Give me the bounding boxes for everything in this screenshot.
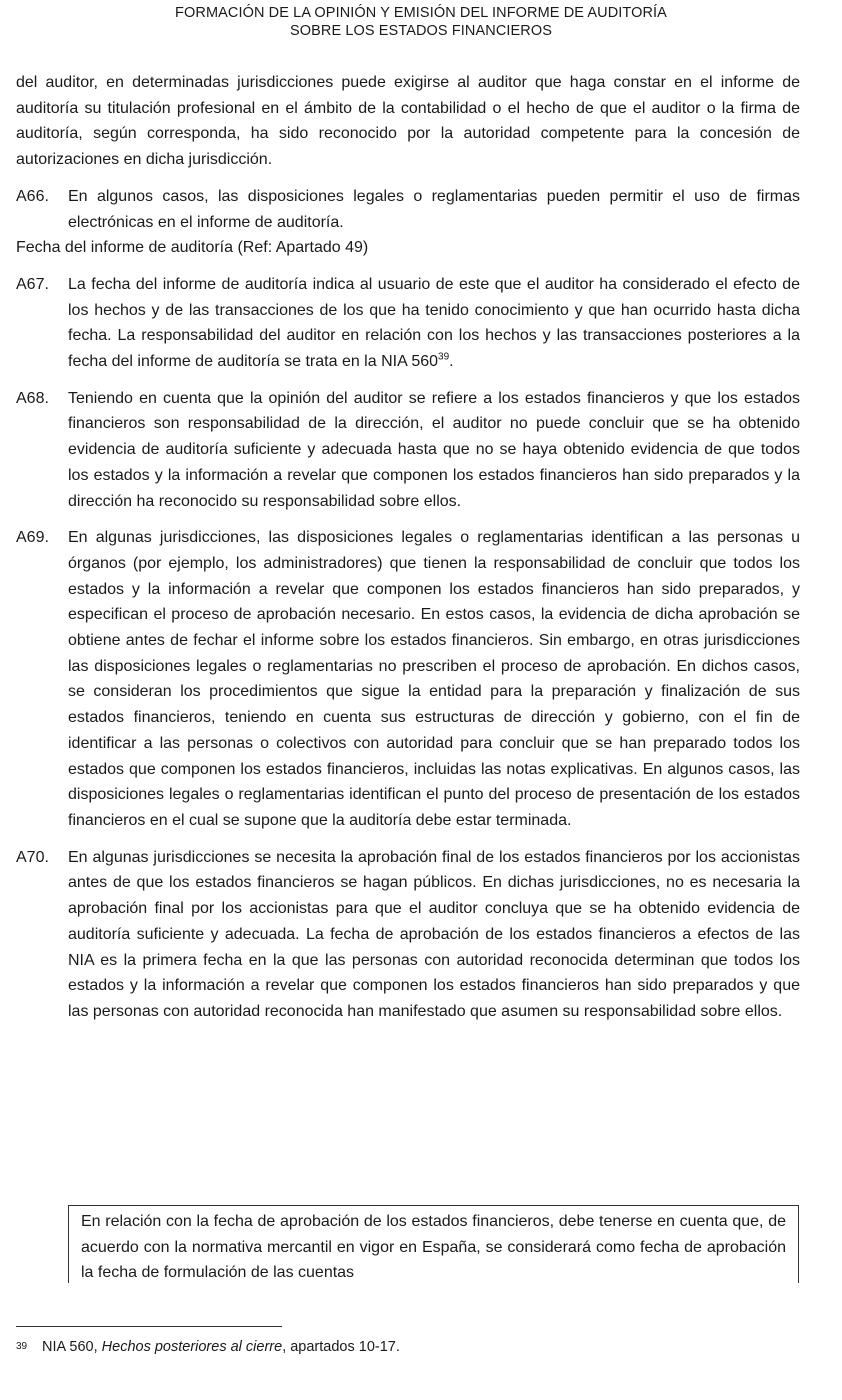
paragraph-number: A68. <box>16 389 49 407</box>
paragraph-number: A70. <box>16 848 49 866</box>
footnote-prefix: NIA 560, <box>42 1339 102 1355</box>
paragraph-text-wrapper <box>68 272 800 375</box>
paragraph-text: En algunas jurisdicciones se necesita la aprobación final de los estados financieros por los accionistas antes de que los estados financieros se hagan públicos. En dichas jurisdicciones, no es necesaria la aprobación final por los accionistas para que el auditor concluya que se ha obtenido evidencia de auditoría suficiente y adecuada. La fecha de aprobación de los estados financieros a efectos de las NIA es la primera fecha en la que las personas con autoridad reconocida determinan que todos los estados y la información a revelar que componen los estados financieros han sido preparados y que las personas con autoridad reconocida han manifestado que asumen su responsabilidad sobre ellos. <box>68 848 800 1020</box>
body-content <box>16 70 800 1025</box>
paragraph-a66 <box>16 184 800 235</box>
footnote <box>16 1337 800 1357</box>
section-heading: Fecha del informe de auditoría (Ref: Apartado 49) <box>16 239 369 257</box>
footnote-reference[interactable]: 39 <box>438 351 450 363</box>
footnote-suffix: , apartados 10-17. <box>282 1339 400 1355</box>
footnote-number: 39 <box>16 1341 28 1352</box>
paragraph-number: A67. <box>16 275 49 293</box>
paragraph-number: A69. <box>16 529 49 547</box>
paragraph-a67 <box>16 272 800 375</box>
box-text: En relación con la fecha de aprobación de los estados financieros, debe tenerse en cuenta que, de acuerdo con la normativa mercantil en vigor en España, se considerará como fecha de aprobación la fecha de formulación de las cuentas <box>81 1213 786 1282</box>
spain-note-box <box>68 1205 799 1283</box>
footnote-title: Hechos posteriores al cierre <box>101 1339 283 1355</box>
paragraph-text: Teniendo en cuenta que la opinión del auditor se refiere a los estados financieros y que los estados financieros son responsabilidad de la dirección, el auditor no puede concluir que se ha obtenido evidencia de auditoría suficiente y adecuada hasta que no se haya obtenido evidencia de que todos los estados y la información a revelar que componen los estados financieros han sido preparados y la dirección ha reconocido su responsabilidad sobre ellos. <box>68 389 800 510</box>
header-line-1: FORMACIÓN DE LA OPINIÓN Y EMISIÓN DEL INFORME DE AUDITORÍA <box>175 5 667 21</box>
paragraph-a69 <box>16 525 800 833</box>
header-line-2: SOBRE LOS ESTADOS FINANCIEROS <box>289 23 553 39</box>
paragraph-number: A66. <box>16 187 49 205</box>
paragraph-a70 <box>16 845 800 1025</box>
footnote-separator <box>16 1326 282 1327</box>
continued-paragraph: del auditor, en determinadas jurisdicciones puede exigirse al auditor que haga constar en el informe de auditoría su titulación profesional en el ámbito de la contabilidad o el hecho de que el auditor o la firma de auditoría, según corresponda, ha sido reconocido por la autoridad competente para la concesión de autorizaciones en dicha jurisdicción. <box>16 74 800 169</box>
paragraph-text: En algunas jurisdicciones, las disposiciones legales o reglamentarias identifican a las personas u órganos (por ejemplo, los administradores) que tienen la responsabilidad de concluir que todos los estados y la información a revelar que componen los estados financieros han sido preparados, y especifican el proceso de aprobación necesario. En estos casos, la evidencia de dicha aprobación se obtiene antes de fechar el informe sobre los estados financieros. Sin embargo, en otras jurisdicciones las disposiciones legales o reglamentarias no prescriben el proceso de aprobación. En dichos casos, se consideran los procedimientos que sigue la entidad para la preparación y finalización de sus estados financieros, teniendo en cuenta sus estructuras de dirección y gobierno, con el fin de identificar a las personas o colectivos con autoridad para concluir que se han preparado todos los estados que componen los estados financieros, incluidas las notas explicativas. En algunos casos, las disposiciones legales o reglamentarias identifican el punto del proceso de presentación de los estados financieros en el cual se supone que la auditoría debe estar terminada. <box>68 529 800 829</box>
paragraph-text: En algunos casos, las disposiciones legales o reglamentarias pueden permitir el uso de firmas electrónicas en el informe de auditoría. <box>68 187 800 231</box>
paragraph-a68 <box>16 386 800 515</box>
running-header <box>0 4 842 40</box>
paragraph-text: La fecha del informe de auditoría indica al usuario de este que el auditor ha considerado el efecto de los hechos y de las transacciones de los que ha tenido conocimiento y que han ocurrido hasta dicha fecha. La responsabilidad del auditor en relación con los hechos y las transacciones posteriores a la fecha del informe de auditoría se trata en la NIA 560 <box>68 275 800 371</box>
paragraph-end: . <box>449 353 454 371</box>
